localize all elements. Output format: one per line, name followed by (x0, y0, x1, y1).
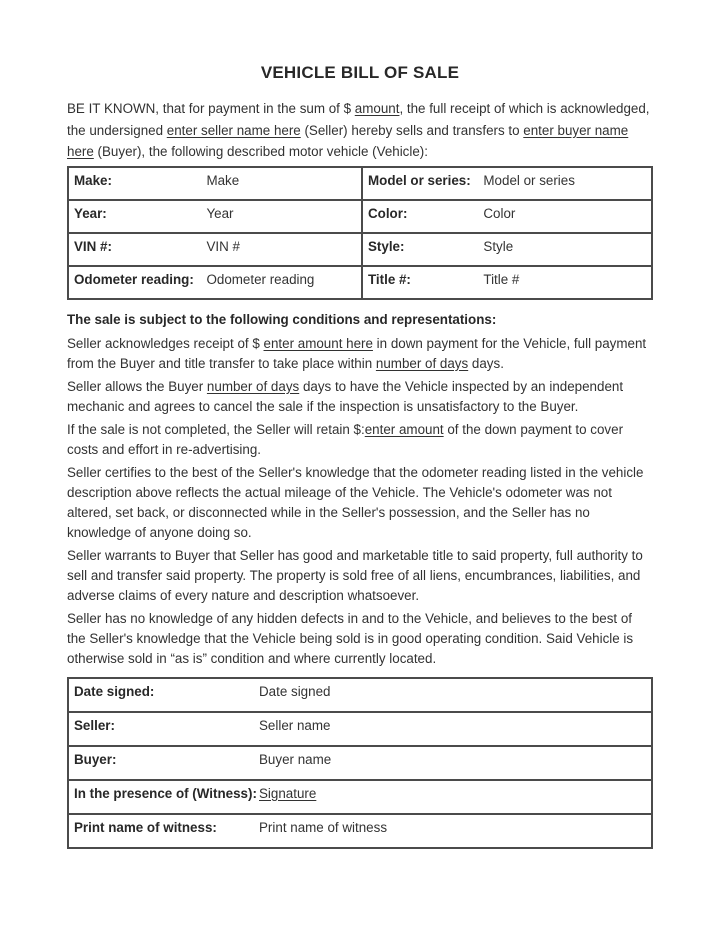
field-value[interactable]: Color (481, 200, 652, 233)
condition-paragraph-as-is (67, 609, 653, 669)
text-segment: days. (468, 355, 504, 371)
signature-rows (68, 678, 652, 848)
intro-paragraph (67, 98, 653, 163)
field-value[interactable]: VIN # (204, 233, 362, 266)
placeholder-field[interactable]: enter amount (364, 421, 444, 437)
vehicle-table-row (68, 233, 652, 266)
field-label: Seller: (68, 712, 257, 746)
field-value[interactable]: Title # (481, 266, 652, 299)
field-label: Buyer: (68, 746, 257, 780)
field-label: In the presence of (Witness): (68, 780, 257, 814)
text-segment: BE IT KNOWN, that for payment in the sum of $ (67, 101, 355, 116)
text-segment: Seller warrants to Buyer that Seller has good and marketable title to said property, full authority to sell and transfer said property. The property is sold free of all liens, encumbrances, liabilities, and adverse claims of every nature and description whatsoever. (67, 547, 643, 603)
vehicle-table-row (68, 200, 652, 233)
condition-paragraph-downpayment (67, 334, 653, 374)
placeholder-field[interactable]: enter buyer name here (67, 122, 629, 159)
field-label: VIN #: (68, 233, 204, 266)
text-segment: of the down payment to cover costs and effort in re-advertising. (67, 421, 624, 457)
field-label: Year: (68, 200, 204, 233)
field-label: Style: (362, 233, 481, 266)
field-label: Color: (362, 200, 481, 233)
conditions-heading: The sale is subject to the following conditions and representations: (67, 311, 497, 327)
field-value[interactable]: Make (204, 167, 362, 200)
signature-table-row (68, 712, 652, 746)
field-value[interactable]: Year (204, 200, 362, 233)
field-value[interactable]: Seller name (257, 712, 652, 746)
text-segment: , the full receipt of which is acknowledged, the undersigned (67, 101, 650, 138)
text-segment: Seller allows the Buyer (67, 378, 207, 394)
field-label: Model or series: (362, 167, 481, 200)
field-label: Date signed: (68, 678, 257, 712)
vehicle-details-table (67, 166, 653, 300)
field-label: Title #: (362, 266, 481, 299)
condition-paragraph-warranty (67, 546, 653, 606)
signature-table-row (68, 814, 652, 848)
placeholder-field[interactable]: Signature (259, 785, 317, 801)
condition-paragraph-odometer (67, 463, 653, 543)
field-value[interactable]: Odometer reading (204, 266, 362, 299)
signature-table (67, 677, 653, 849)
text-segment: Seller acknowledges receipt of $ (67, 335, 264, 351)
signature-table-row (68, 780, 652, 814)
field-value[interactable]: Buyer name (257, 746, 652, 780)
text-segment: Seller certifies to the best of the Seller's knowledge that the odometer reading listed in the vehicle description above reflects the actual mileage of the Vehicle. The Vehicle's odometer was not altered, set back, or disconnected while in the Seller's possession, and the Seller has no knowledge of anyone doing so. (67, 464, 644, 540)
text-segment: If the sale is not completed, the Seller will retain $: (67, 421, 365, 437)
vehicle-table-row (68, 167, 652, 200)
field-label: Print name of witness: (68, 814, 257, 848)
vehicle-details-rows (68, 167, 652, 299)
condition-paragraph-retain (67, 420, 653, 460)
field-value[interactable]: Date signed (257, 678, 652, 712)
field-label: Make: (68, 167, 204, 200)
text-segment: (Buyer), the following described motor vehicle (Vehicle): (93, 144, 428, 159)
text-segment: days to have the Vehicle inspected by an independent mechanic and agrees to cancel the sale if the inspection is unsatisfactory to the Buyer. (67, 378, 624, 414)
placeholder-field[interactable]: number of days (206, 378, 300, 394)
field-value[interactable]: Print name of witness (257, 814, 652, 848)
placeholder-field[interactable]: enter amount here (263, 335, 373, 351)
field-label: Odometer reading: (68, 266, 204, 299)
field-value[interactable] (257, 780, 652, 814)
text-segment: in down payment for the Vehicle, full payment from the Buyer and title transfer to take place within (67, 335, 647, 371)
placeholder-field[interactable]: number of days (375, 355, 469, 371)
page-title: VEHICLE BILL OF SALE (260, 63, 460, 82)
signature-table-row (68, 746, 652, 780)
signature-table-row (68, 678, 652, 712)
text-segment: (Seller) hereby sells and transfers to (300, 122, 524, 138)
placeholder-field[interactable]: enter seller name here (166, 122, 301, 138)
text-segment: Seller has no knowledge of any hidden defects in and to the Vehicle, and believes to the best of the Seller's knowledge that the Vehicle being sold is in good operating condition. Said Vehicle is otherwise sold in “as is” condition and where currently located. (67, 610, 634, 666)
vehicle-table-row (68, 266, 652, 299)
field-value[interactable]: Model or series (481, 167, 652, 200)
placeholder-field[interactable]: amount (354, 101, 400, 116)
field-value[interactable]: Style (481, 233, 652, 266)
condition-paragraph-inspection (67, 377, 653, 417)
